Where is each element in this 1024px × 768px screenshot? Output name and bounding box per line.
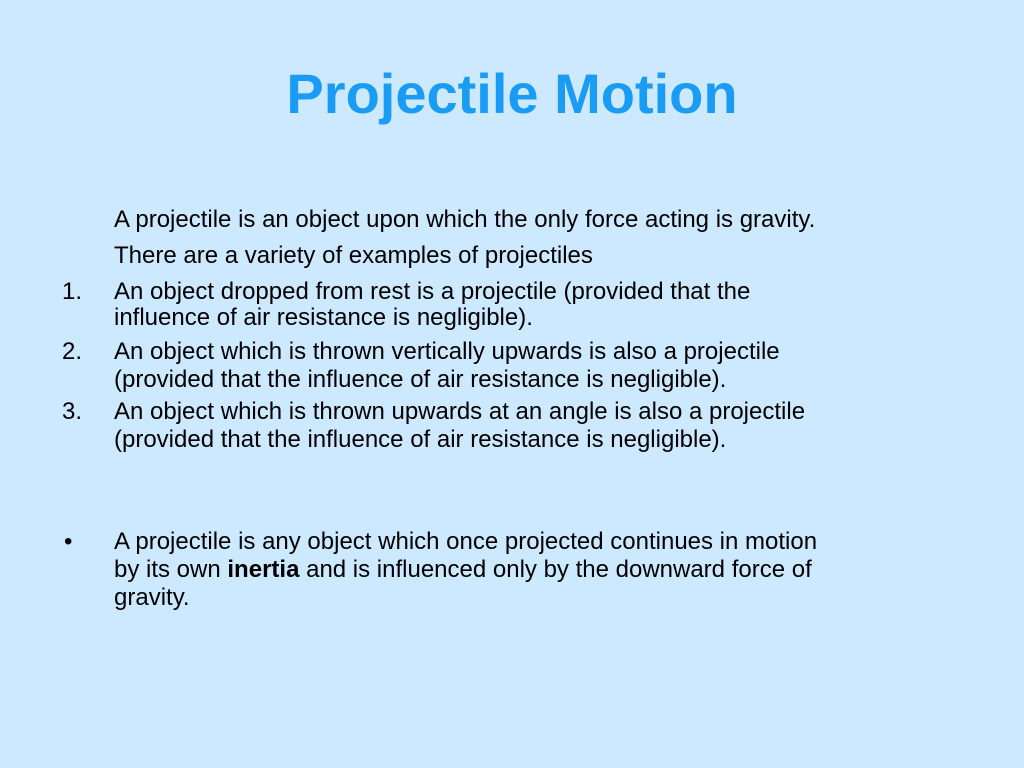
slide-title: Projectile Motion xyxy=(286,62,738,125)
item-text-line: An object which is thrown vertically upwards is also a projectile xyxy=(114,338,780,365)
item-number: 3. xyxy=(62,398,83,425)
bullet-text-line xyxy=(114,556,974,584)
item-text-line: An object dropped from rest is a projectile (provided that the xyxy=(114,278,751,305)
bullet-text-segment: and is influenced only by the downward force of xyxy=(299,556,812,583)
intro-line-1: A projectile is an object upon which the only force acting is gravity. xyxy=(114,206,816,233)
bullet-text-line: A projectile is any object which once projected continues in motion xyxy=(114,528,818,555)
item-text-line: (provided that the influence of air resistance is negligible). xyxy=(114,366,727,393)
bold-term: inertia xyxy=(227,556,300,583)
item-text-line: influence of air resistance is negligible). xyxy=(114,304,533,331)
bullet-text-segment: by its own xyxy=(114,556,228,583)
item-text-line: An object which is thrown upwards at an angle is also a projectile xyxy=(114,398,806,425)
bullet-marker: • xyxy=(64,528,73,555)
intro-line-2: There are a variety of examples of projectiles xyxy=(114,242,593,269)
item-number: 1. xyxy=(62,278,83,305)
item-number: 2. xyxy=(62,338,83,365)
item-text-line: (provided that the influence of air resistance is negligible). xyxy=(114,426,727,453)
bullet-text-line: gravity. xyxy=(114,584,190,611)
